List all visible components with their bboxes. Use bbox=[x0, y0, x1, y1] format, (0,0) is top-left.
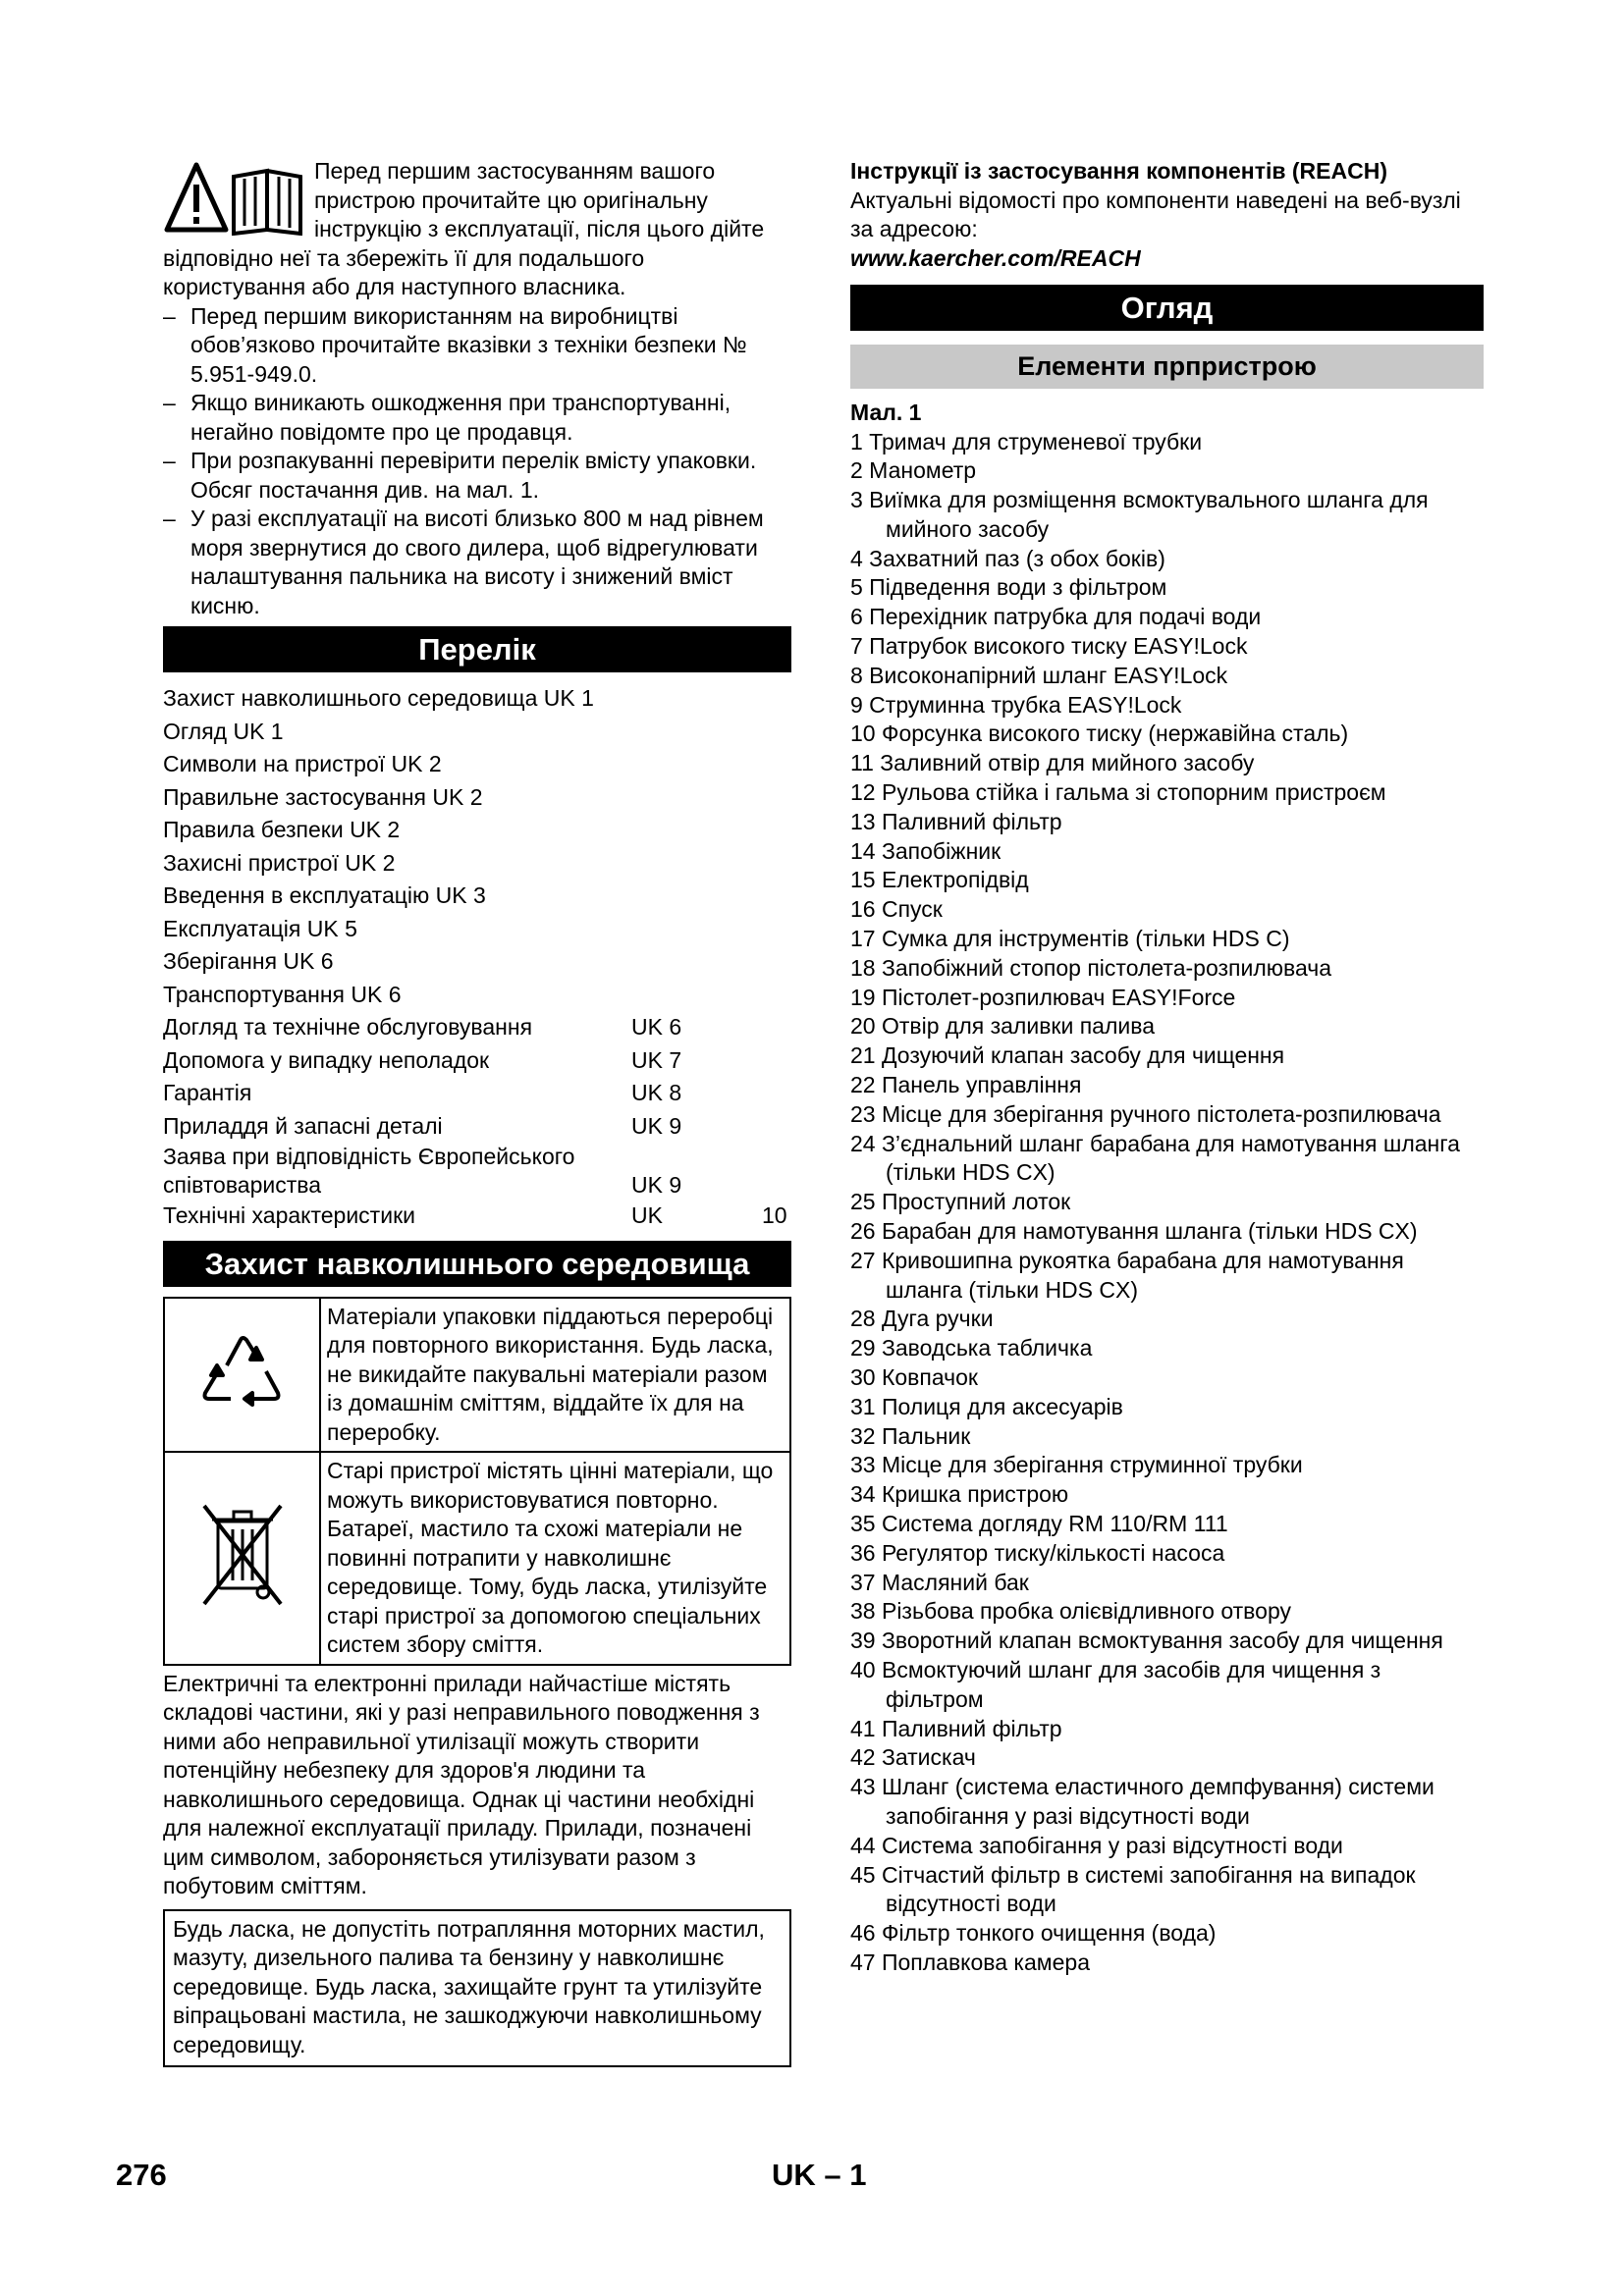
list-item: 10 Форсунка високого тиску (нержавійна сталь) bbox=[850, 721, 1349, 747]
list-item: 16 Спуск bbox=[850, 896, 943, 923]
list-item: 31 Полиця для аксесуарів bbox=[850, 1393, 1123, 1419]
environment-heading: Захист навколишнього середовища bbox=[163, 1241, 791, 1287]
list-item: 20 Отвір для заливки палива bbox=[850, 1013, 1155, 1040]
parts-list bbox=[850, 428, 1484, 1978]
list-item: 12 Рульова стійка і гальма зі стопорним пристроєм bbox=[850, 779, 1386, 806]
toc-item[interactable]: Правила безпеки UK 2 bbox=[163, 817, 401, 842]
left-column bbox=[163, 157, 791, 2067]
list-item: 45 Сітчастий фільтр в системі запобігання на випадок відсутності води bbox=[850, 1861, 1416, 1917]
oil-warning-box: Будь ласка, не допустіть потрапляння моторних мастил, мазуту, дизельного палива та бензину у навколишнє середовище. Будь ласка, захищайте грунт та утилізуйте віпрацьовані мастила, не зашкоджуючи навколишньому середовищу. bbox=[163, 1909, 791, 2068]
page-number: 276 bbox=[116, 2158, 167, 2192]
toc-item[interactable]: Правильне застосування UK 2 bbox=[163, 783, 483, 810]
list-item: 32 Пальник bbox=[850, 1422, 971, 1449]
list-item: 11 Заливний отвір для мийного засобу bbox=[850, 750, 1255, 776]
electronics-text: Електричні та електронні прилади найчастіше містять складові частини, які у разі неправильного поводження з ними або неправильної утилізації можуть створити потенційну небезпеку для здоров'я людини та навколишнього середовища. Однак ці частини необхідні для належної експлуатації приладу. Прилади, позначені цим символом, забороняється утилізувати разом з побутовим сміттям. bbox=[163, 1670, 760, 1898]
warning-read-manual-icon bbox=[163, 157, 306, 236]
list-item: 37 Масляний бак bbox=[850, 1569, 1029, 1595]
device-elements-heading: Елементи прпристрою bbox=[850, 345, 1484, 389]
toc-item[interactable]: Допомога у випадку неполадок UK 7 bbox=[163, 1046, 682, 1073]
list-item: 27 Кривошипна рукоятка барабана для намотування шланга (тільки HDS CX) bbox=[850, 1247, 1404, 1303]
list-item: 22 Панель управління bbox=[850, 1072, 1082, 1098]
list-item: 46 Фільтр тонкого очищення (вода) bbox=[850, 1920, 1217, 1947]
overview-heading: Огляд bbox=[850, 285, 1484, 331]
environment-table bbox=[163, 1297, 791, 1666]
list-item: 43 Шланг (система еластичного демпфування) системи запобігання у разі відсутності води bbox=[850, 1774, 1435, 1829]
toc-item[interactable]: Гарантія UK 8 bbox=[163, 1080, 682, 1105]
list-item: 14 Запобіжник bbox=[850, 837, 1001, 864]
toc-item[interactable]: Технічні характеристики UK 10 bbox=[163, 1202, 787, 1228]
toc-item[interactable]: Огляд UK 1 bbox=[163, 718, 284, 744]
intro-bullet: – При розпакуванні перевірити перелік вмісту упаковки. Обсяг постачання див. на мал. 1. bbox=[163, 448, 757, 503]
list-item: 33 Місце для зберігання струминної трубки bbox=[850, 1452, 1303, 1478]
list-item: 44 Система запобігання у разі відсутності води bbox=[850, 1832, 1343, 1858]
list-item: 17 Сумка для інструментів (тільки HDS C) bbox=[850, 926, 1290, 952]
list-item: 40 Всмоктуючий шланг для засобів для чищення з фільтром bbox=[850, 1656, 1381, 1712]
list-item: 9 Струминна трубка EASY!Lock bbox=[850, 691, 1182, 718]
list-item: 26 Барабан для намотування шланга (тільки HDS CX) bbox=[850, 1218, 1418, 1245]
reach-title: Інструкції із застосування компонентів (REACH) bbox=[850, 158, 1387, 184]
list-item: 42 Затискач bbox=[850, 1744, 976, 1771]
list-item: 7 Патрубок високого тиску EASY!Lock bbox=[850, 633, 1248, 660]
list-item: 18 Запобіжний стопор пістолета-розпилювача bbox=[850, 954, 1332, 981]
list-item: 25 Проступний лоток bbox=[850, 1189, 1071, 1215]
table-row bbox=[164, 1298, 790, 1453]
toc-item[interactable]: Символи на пристрої UK 2 bbox=[163, 751, 442, 776]
list-item: 6 Перехідник патрубка для подачі води bbox=[850, 604, 1262, 630]
recycle-icon bbox=[188, 1316, 298, 1426]
list-item: 13 Паливний фільтр bbox=[850, 808, 1062, 834]
list-item: 5 Підведення води з фільтром bbox=[850, 574, 1167, 601]
toc-heading: Перелік bbox=[163, 626, 791, 672]
list-item: 19 Пістолет-розпилювач EASY!Force bbox=[850, 984, 1236, 1010]
list-item: 23 Місце для зберігання ручного пістолета-розпилювача bbox=[850, 1100, 1441, 1127]
list-item: 1 Тримач для струменевої трубки bbox=[850, 428, 1203, 454]
toc-item[interactable]: співтовариства UK 9 bbox=[163, 1172, 682, 1198]
list-item: 24 З’єднальний шланг барабана для намотування шланга (тільки HDS CX) bbox=[850, 1130, 1460, 1186]
intro-bullet: – У разі експлуатації на висоті близько 800 м над рівнем моря звернутися до свого дилера, щоб відрегулювати налаштування пальника на висоту і знижений вміст кисню. bbox=[163, 506, 764, 618]
reach-url[interactable]: www.kaercher.com/REACH bbox=[850, 244, 1141, 271]
reach-text: Актуальні відомості про компоненти наведені на веб-вузлі за адресою: bbox=[850, 187, 1461, 241]
list-item: 8 Високонапірний шланг EASY!Lock bbox=[850, 662, 1228, 688]
list-item: 36 Регулятор тиску/кількості насоса bbox=[850, 1539, 1225, 1566]
list-item: 4 Захватний паз (з обох боків) bbox=[850, 545, 1165, 571]
recycle-text: Матеріали упаковки піддаються переробці для повторного використання. Будь ласка, не викидайте пакувальні матеріали разом із домашнім сміттям, віддайте їх для на переробку. bbox=[320, 1298, 790, 1453]
bin-text: Старі пристрої містять цінні матеріали, що можуть використовуватися повторно. Батареї, мастило та схожі матеріали не повинні потрапити у навколишнє середовище. Тому, будь ласка, утилізуйте старі пристрої за допомогою спеціальних систем збору сміття. bbox=[320, 1452, 790, 1665]
list-item: 3 Виїмка для розміщення всмоктувального шланга для мийного засобу bbox=[850, 487, 1429, 542]
intro-block bbox=[163, 157, 791, 302]
list-item: 28 Дуга ручки bbox=[850, 1306, 994, 1332]
list-item: 38 Різьбова пробка олієвідливного отвору bbox=[850, 1598, 1291, 1625]
list-item: 15 Електропідвід bbox=[850, 867, 1029, 893]
toc-item[interactable]: Заява при відповідність Європейського bbox=[163, 1144, 575, 1169]
toc-item[interactable]: Приладдя й запасні деталі UK 9 bbox=[163, 1112, 682, 1139]
table-of-contents bbox=[163, 682, 791, 1233]
toc-item[interactable]: Зберігання UK 6 bbox=[163, 948, 334, 974]
crossed-bin-icon bbox=[198, 1496, 287, 1614]
toc-item[interactable]: Експлуатація UK 5 bbox=[163, 915, 357, 941]
right-column bbox=[850, 157, 1484, 1978]
toc-item[interactable]: Догляд та технічне обслуговування UK 6 bbox=[163, 1014, 682, 1040]
figure-label: Мал. 1 bbox=[850, 400, 922, 425]
list-item: 41 Паливний фільтр bbox=[850, 1715, 1062, 1741]
list-item: 35 Система догляду RM 110/RM 111 bbox=[850, 1510, 1228, 1536]
toc-item[interactable]: Введення в експлуатацію UK 3 bbox=[163, 882, 486, 908]
intro-bullet: – Перед першим використанням на виробництві обов’язково прочитайте вказівки з техніки безпеки № 5.951-949.0. bbox=[163, 302, 747, 387]
list-item: 29 Заводська табличка bbox=[850, 1335, 1093, 1362]
list-item: 21 Дозуючий клапан засобу для чищення bbox=[850, 1042, 1285, 1069]
list-item: 39 Зворотний клапан всмоктування засобу для чищення bbox=[850, 1628, 1443, 1654]
toc-item[interactable]: Захист навколишнього середовища UK 1 bbox=[163, 685, 594, 711]
toc-item[interactable]: Транспортування UK 6 bbox=[163, 981, 402, 1007]
toc-item[interactable]: Захисні пристрої UK 2 bbox=[163, 849, 396, 876]
table-row bbox=[164, 1452, 790, 1665]
intro-text: Перед першим застосуванням вашого пристрою прочитайте цю оригінальну інструкцію з експлуатації, після цього дійте відповідно неї та збережіть її для подальшого користування або для наступного власника. bbox=[163, 158, 765, 299]
list-item: 47 Поплавкова камера bbox=[850, 1949, 1090, 1975]
list-item: 34 Кришка пристрою bbox=[850, 1481, 1069, 1508]
footer-section: UK – 1 bbox=[772, 2158, 867, 2192]
list-item: 30 Ковпачок bbox=[850, 1364, 978, 1390]
list-item: 2 Манометр bbox=[850, 457, 977, 484]
intro-bullet: – Якщо виникають ошкодження при транспортуванні, негайно повідомте про це продавця. bbox=[163, 390, 731, 445]
